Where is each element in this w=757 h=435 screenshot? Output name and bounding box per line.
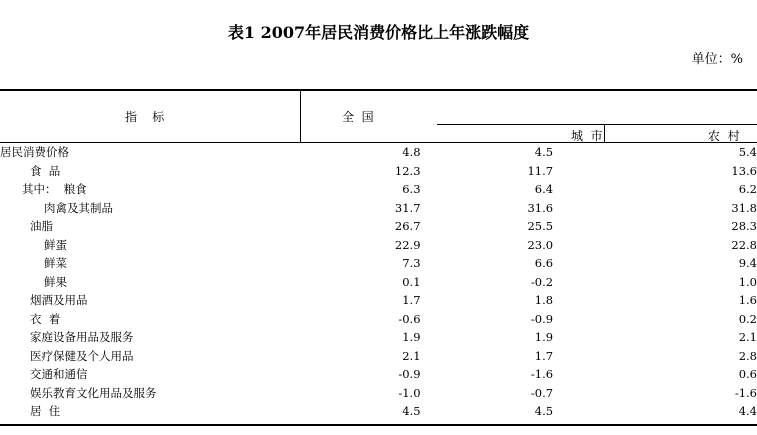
header-rural: 农 村 — [708, 129, 740, 143]
cell-national: 0.1 — [402, 274, 421, 289]
spacer — [421, 236, 475, 255]
cell-urban: 4.5 — [534, 404, 554, 418]
top-rule — [0, 89, 757, 91]
spacer — [421, 384, 475, 403]
cell-rural: 13.6 — [731, 163, 757, 178]
cell-urban: -0.7 — [530, 385, 554, 400]
cell-national: 22.9 — [394, 237, 421, 252]
spacer — [421, 328, 475, 347]
cell-national: 12.3 — [394, 163, 421, 178]
cell-rural: 1.0 — [738, 274, 757, 289]
row-label: 鲜果 — [44, 274, 67, 289]
table-row — [0, 236, 757, 255]
cell-rural: 28.3 — [731, 219, 757, 233]
spacer — [553, 310, 688, 329]
cell-urban: 6.4 — [534, 182, 554, 196]
spacer — [421, 291, 475, 310]
cell-urban: 23.0 — [527, 237, 554, 252]
spacer — [553, 291, 688, 310]
row-label: 衣 着 — [30, 311, 61, 326]
row-label: 肉禽及其制品 — [44, 200, 113, 215]
cell-national: 1.7 — [402, 293, 421, 307]
cell-national: 26.7 — [394, 219, 421, 233]
cell-urban: -0.2 — [530, 274, 554, 289]
table-row — [0, 384, 757, 403]
table-row — [0, 365, 757, 384]
cell-national: 1.9 — [402, 330, 421, 344]
header-national: 全 国 — [342, 110, 374, 124]
spacer — [553, 143, 688, 162]
spacer — [421, 310, 475, 329]
cell-urban: 1.9 — [534, 330, 554, 344]
row-label: 其中： 粮食 — [22, 182, 87, 196]
table-row — [0, 328, 757, 347]
unit-label: 单位：% — [691, 52, 743, 67]
spacer — [421, 347, 475, 366]
spacer — [421, 273, 475, 292]
cell-urban: 31.6 — [527, 200, 554, 215]
row-label: 鲜菜 — [44, 256, 67, 270]
cell-urban: -1.6 — [530, 367, 554, 381]
subheader-vertical-rule — [604, 124, 605, 143]
row-label: 居民消费价格 — [0, 145, 69, 159]
cell-rural: 4.4 — [738, 404, 757, 418]
cell-rural: 2.1 — [738, 330, 757, 344]
spacer — [553, 365, 688, 384]
row-label: 居 住 — [30, 404, 61, 418]
spacer — [553, 180, 688, 199]
data-table — [0, 143, 757, 421]
cell-urban: 4.5 — [534, 145, 554, 159]
spacer — [553, 236, 688, 255]
table-row — [0, 291, 757, 310]
spacer — [421, 254, 475, 273]
row-label: 医疗保健及个人用品 — [30, 348, 134, 363]
spacer — [421, 180, 475, 199]
table-row — [0, 402, 757, 421]
cell-national: -0.9 — [398, 367, 421, 381]
cell-rural: 1.6 — [738, 293, 757, 307]
table-title: 表1 2007年居民消费价格比上年涨跌幅度 — [227, 23, 530, 42]
spacer — [421, 162, 475, 181]
cell-rural: 5.4 — [738, 145, 757, 159]
header-urban: 城 市 — [571, 129, 603, 143]
cell-national: -1.0 — [398, 385, 421, 400]
row-label: 娱乐教育文化用品及服务 — [30, 385, 157, 400]
cell-urban: -0.9 — [530, 311, 554, 326]
table-row — [0, 273, 757, 292]
cell-national: 4.5 — [402, 404, 421, 418]
subheader-top-rule — [437, 124, 757, 125]
cell-national: 2.1 — [402, 348, 421, 363]
spacer — [553, 402, 688, 421]
row-label: 鲜蛋 — [44, 237, 67, 252]
cell-national: 6.3 — [402, 182, 421, 196]
cell-rural: 0.6 — [738, 367, 757, 381]
spacer — [553, 217, 688, 236]
table-row — [0, 217, 757, 236]
table-row — [0, 180, 757, 199]
table-row — [0, 162, 757, 181]
cell-urban: 6.6 — [534, 256, 554, 270]
cell-urban: 1.7 — [534, 348, 554, 363]
spacer — [421, 217, 475, 236]
row-label: 油脂 — [30, 219, 53, 233]
table-row — [0, 199, 757, 218]
table-row — [0, 310, 757, 329]
cell-rural: -1.6 — [734, 385, 757, 400]
cell-rural: 6.2 — [738, 182, 757, 196]
row-label: 烟酒及用品 — [30, 293, 88, 307]
spacer — [553, 328, 688, 347]
row-label: 交通和通信 — [30, 367, 88, 381]
bottom-rule — [0, 424, 757, 426]
table-row — [0, 143, 757, 162]
spacer — [553, 347, 688, 366]
spacer — [553, 254, 688, 273]
row-label: 食 品 — [30, 163, 61, 178]
spacer — [421, 402, 475, 421]
spacer — [421, 199, 475, 218]
spacer — [553, 162, 688, 181]
header-indicator: 指 标 — [125, 110, 165, 124]
spacer — [553, 384, 688, 403]
cell-national: 31.7 — [394, 200, 421, 215]
table-body — [0, 143, 757, 421]
header-vertical-rule — [300, 91, 301, 143]
spacer — [553, 273, 688, 292]
spacer — [553, 199, 688, 218]
spacer — [421, 365, 475, 384]
spacer — [421, 143, 475, 162]
cell-urban: 25.5 — [527, 219, 554, 233]
cell-rural: 0.2 — [738, 311, 757, 326]
cell-rural: 22.8 — [731, 237, 757, 252]
row-label: 家庭设备用品及服务 — [30, 330, 134, 344]
cell-national: 7.3 — [402, 256, 421, 270]
cell-urban: 11.7 — [527, 163, 554, 178]
cell-national: -0.6 — [398, 311, 421, 326]
table-row — [0, 254, 757, 273]
cell-urban: 1.8 — [534, 293, 554, 307]
cell-rural: 2.8 — [738, 348, 757, 363]
cell-national: 4.8 — [402, 145, 421, 159]
table-row — [0, 347, 757, 366]
cell-rural: 9.4 — [738, 256, 757, 270]
cell-rural: 31.8 — [731, 200, 757, 215]
